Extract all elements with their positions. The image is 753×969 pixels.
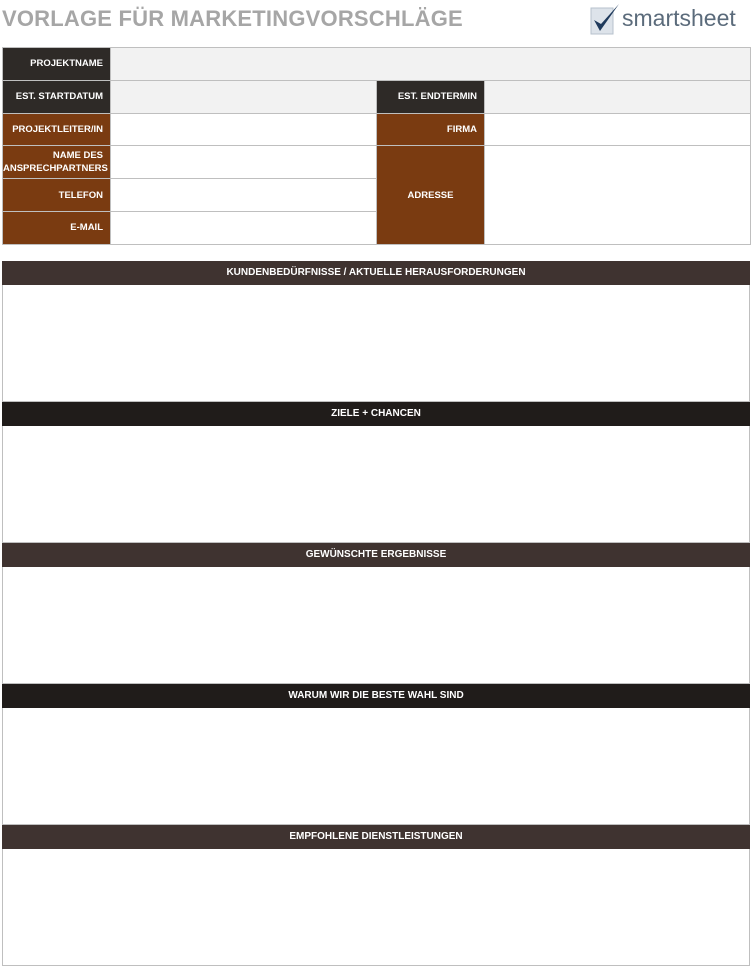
project-info-table — [2, 47, 751, 245]
phone-label: TELEFON — [3, 179, 111, 212]
start-date-label: EST. STARTDATUM — [3, 80, 111, 113]
section-heading: GEWÜNSCHTE ERGEBNISSE — [2, 543, 750, 567]
contact-name-label-line1: NAME DES — [52, 150, 103, 162]
company-field[interactable] — [485, 113, 751, 146]
phone-field[interactable] — [111, 179, 377, 212]
section-heading: ZIELE + CHANCEN — [2, 402, 750, 426]
start-date-field[interactable] — [111, 80, 377, 113]
section-heading: WARUM WIR DIE BESTE WAHL SIND — [2, 684, 750, 708]
smartsheet-logo — [589, 2, 751, 38]
section-content-area[interactable] — [2, 567, 750, 684]
contact-name-field[interactable] — [111, 146, 377, 179]
address-label: ADRESSE — [377, 146, 485, 244]
section-heading: KUNDENBEDÜRFNISSE / AKTUELLE HERAUSFORDERUNGEN — [2, 261, 750, 285]
section-content-area[interactable] — [2, 849, 750, 966]
logo-text: smartsheet — [622, 5, 736, 31]
section-goals — [2, 402, 750, 543]
contact-name-label-line2: ANSPRECHPARTNERS — [3, 163, 108, 175]
section-desired-results — [2, 543, 750, 684]
end-date-field[interactable] — [485, 80, 751, 113]
section-heading: EMPFOHLENE DIENSTLEISTUNGEN — [2, 825, 750, 849]
section-recommended-services — [2, 825, 750, 966]
checkmark-icon — [589, 2, 625, 38]
project-lead-field[interactable] — [111, 113, 377, 146]
project-lead-label: PROJEKTLEITER/IN — [3, 113, 111, 146]
email-label: E-MAIL — [3, 211, 111, 244]
section-content-area[interactable] — [2, 708, 750, 825]
section-content-area[interactable] — [2, 426, 750, 543]
email-field[interactable] — [111, 211, 377, 244]
project-name-label: PROJEKTNAME — [3, 48, 111, 81]
section-content-area[interactable] — [2, 285, 750, 402]
end-date-label: EST. ENDTERMIN — [377, 80, 485, 113]
address-field[interactable] — [485, 146, 751, 244]
page-title: VORLAGE FÜR MARKETINGVORSCHLÄGE — [2, 6, 463, 31]
company-label: FIRMA — [377, 113, 485, 146]
section-customer-needs — [2, 261, 750, 402]
contact-name-label — [3, 146, 111, 179]
project-name-field[interactable] — [111, 48, 751, 81]
section-why-us — [2, 684, 750, 825]
